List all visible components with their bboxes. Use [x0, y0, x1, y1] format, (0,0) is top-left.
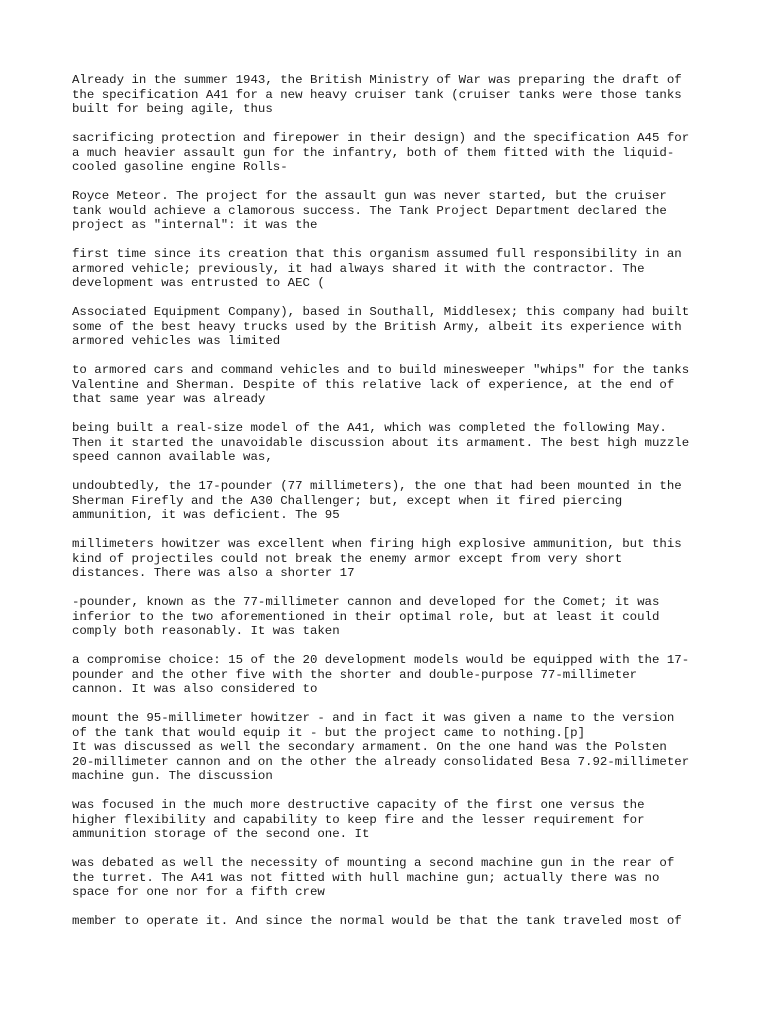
paragraph: to armored cars and command vehicles and to build minesweeper "whips" for the tanks Valentine and Sherman. Despite of this relative lack of experience, at the end of that same year was already [72, 363, 690, 406]
paragraph: was focused in the much more destructive capacity of the first one versus the higher flexibility and capability to keep fire and the lesser requirement for ammunition storage of the second one. It [72, 798, 645, 841]
paragraph: mount the 95-millimeter howitzer - and in fact it was given a name to the version of the tank that would equip it - but the project came to nothing.[p] [72, 711, 675, 740]
paragraph: -pounder, known as the 77-millimeter cannon and developed for the Comet; it was inferior to the two aforementioned in their optimal role, but at least it could comply both reasonably. It was taken [72, 595, 660, 638]
paragraph: Already in the summer 1943, the British Ministry of War was preparing the draft of the specification A41 for a new heavy cruiser tank (cruiser tanks were those tanks built for being agile, thus [72, 73, 682, 116]
paragraph: Associated Equipment Company), based in Southall, Middlesex; this company had built some of the best heavy trucks used by the British Army, albeit its experience with armored vehicles was limited [72, 305, 690, 348]
paragraph: member to operate it. And since the normal would be that the tank traveled most of [72, 914, 682, 928]
paragraph: being built a real-size model of the A41, which was completed the following May. Then it started the unavoidable discussion about its armament. The best high muzzle speed cannon available was, [72, 421, 690, 464]
paragraph: first time since its creation that this organism assumed full responsibility in an armored vehicle; previously, it had always shared it with the contractor. The development was entrusted to AEC ( [72, 247, 682, 290]
paragraph: It was discussed as well the secondary armament. On the one hand was the Polsten 20-millimeter cannon and on the other the already consolidated Besa 7.92-millimeter machine gun. The discussion [72, 740, 690, 783]
paragraph: a compromise choice: 15 of the 20 development models would be equipped with the 17- pounder and the other five with the shorter and double-purpose 77-millimeter cannon. It was also considered to [72, 653, 690, 696]
paragraph: Royce Meteor. The project for the assault gun was never started, but the cruiser tank would achieve a clamorous success. The Tank Project Department declared the project as "internal": it was the [72, 189, 667, 232]
paragraph: was debated as well the necessity of mounting a second machine gun in the rear of the turret. The A41 was not fitted with hull machine gun; actually there was no space for one nor for a fifth crew [72, 856, 675, 899]
paragraph: sacrificing protection and firepower in their design) and the specification A45 for a much heavier assault gun for the infantry, both of them fitted with the liquid- cooled gasoline engine Rolls- [72, 131, 690, 174]
paragraph: undoubtedly, the 17-pounder (77 millimeters), the one that had been mounted in the Sherman Firefly and the A30 Challenger; but, except when it fired piercing ammunition, it was deficient. The 95 [72, 479, 682, 522]
document-page [72, 73, 712, 943]
paragraph: millimeters howitzer was excellent when firing high explosive ammunition, but this kind of projectiles could not break the enemy armor except from very short distances. There was also a shorter 17 [72, 537, 682, 580]
